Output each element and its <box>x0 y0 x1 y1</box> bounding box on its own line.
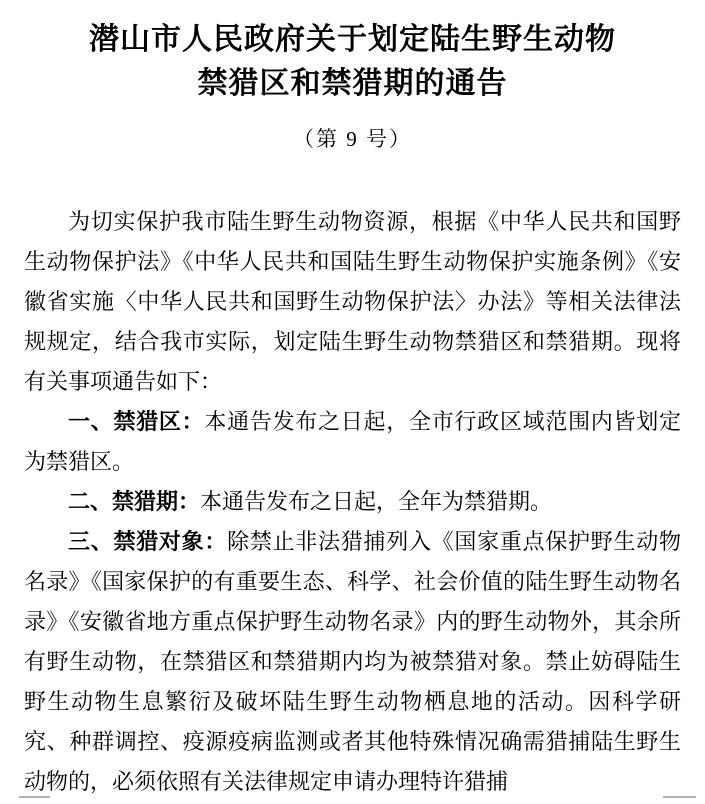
item-1-text: 本通告发布之日起，全市行政区域范围内皆划定为禁猎区。 <box>24 409 681 474</box>
item-1-label: 一、禁猎区： <box>68 409 205 434</box>
next-page-edge-right <box>663 796 696 798</box>
item-3-text: 除禁止非法猎捕列入《国家重点保护野生动物名录》《国家保护的有重要生态、科学、社会价值的陆生野生动物名录》《安徽省地方重点保护野生动物名录》内的野生动物外，其余所有野生动物，在禁猎区和禁猎期内均为被禁猎对象。禁止妨碍陆生野生动物生息繁衍及破坏陆生野生动物栖息地的活动。因科学研究、种群调控、疫源疫病监测或者其他特殊情况确需猎捕陆生野生动物的，必须依照有关法律规定申请办理特许猎捕 <box>24 529 681 794</box>
document-number: （第 9 号） <box>293 127 412 151</box>
item-3-paragraph <box>24 522 681 802</box>
item-2-text: 本通告发布之日起，全年为禁猎期。 <box>200 489 553 514</box>
next-page-edge-left <box>19 796 50 798</box>
item-2-paragraph <box>24 482 681 522</box>
document-title-line-1: 潜山市人民政府关于划定陆生野生动物 <box>89 23 616 56</box>
item-1-paragraph <box>24 402 681 482</box>
item-2-label: 二、禁猎期： <box>68 489 201 514</box>
document-body <box>24 202 681 802</box>
intro-paragraph-text: 为切实保护我市陆生野生动物资源，根据《中华人民共和国野生动物保护法》《中华人民共和国陆生野生动物保护实施条例》《安徽省实施〈中华人民共和国野生动物保护法〉办法》等相关法律法规规定，结合我市实际，划定陆生野生动物禁猎区和禁猎期。现将有关事项通告如下： <box>24 209 681 394</box>
item-3-label: 三、禁猎对象： <box>68 529 228 554</box>
intro-paragraph <box>24 202 681 402</box>
document-title-line-2: 禁猎区和禁猎期的通告 <box>197 67 508 100</box>
document-title <box>10 18 695 106</box>
